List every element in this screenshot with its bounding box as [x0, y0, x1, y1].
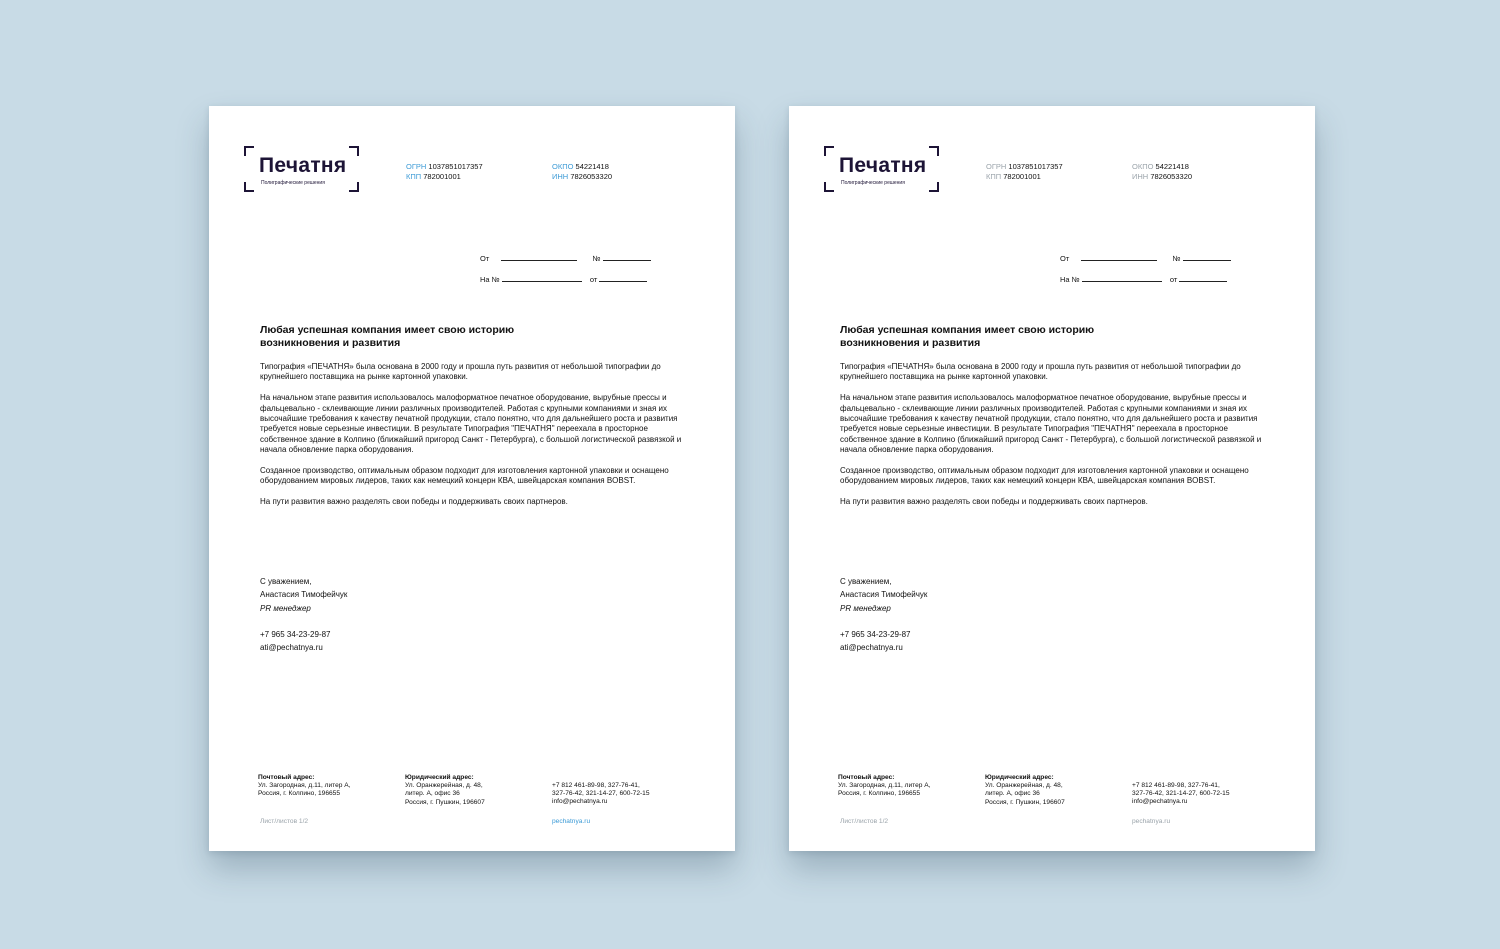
ref-blank-line	[1179, 274, 1227, 282]
company-logo	[244, 146, 359, 192]
ref-reply-label: На №	[480, 275, 500, 284]
legal-label: Юридический адрес:	[405, 774, 474, 781]
signer-name: Анастасия Тимофейчук	[840, 590, 928, 600]
logo-tagline: Полиграфические решения	[841, 180, 905, 186]
inn-label: ИНН	[1132, 172, 1149, 181]
footer-postal-address	[838, 774, 930, 799]
footer-phones: 327-76-42, 321-14-27, 600-72-15	[1132, 790, 1230, 798]
signer-email: ati@pechatnya.ru	[840, 643, 903, 653]
postal-line: Россия, г. Колпино, 196655	[258, 790, 340, 798]
logo-corner-mark	[244, 146, 254, 156]
ogrn-value: 1037851017357	[1008, 162, 1063, 171]
ogrn-value: 1037851017357	[428, 162, 483, 171]
okpo-value: 54221418	[1155, 162, 1189, 171]
requisites-okpo-inn	[1132, 162, 1192, 182]
ref-blank-line	[603, 253, 651, 261]
postal-line: Ул. Загородная, д.11, литер А,	[258, 782, 351, 790]
ref-blank-line	[502, 274, 582, 282]
letter-body	[840, 362, 1268, 518]
footer-legal-address	[985, 774, 1065, 807]
logo-tagline: Полиграфические решения	[261, 180, 325, 186]
ref-date-label: от	[1169, 275, 1178, 284]
legal-line: Ул. Оранжерейная, д. 48,	[405, 782, 483, 790]
ref-reply-row	[480, 274, 647, 284]
logo-corner-mark	[929, 146, 939, 156]
logo-corner-mark	[929, 182, 939, 192]
website-link: pechatnya.ru	[552, 818, 591, 825]
logo-corner-mark	[244, 182, 254, 192]
legal-line: литер. А, офис 36	[405, 790, 460, 798]
closing-text: С уважением,	[840, 577, 892, 586]
signer-phone: +7 965 34-23-29-87	[260, 630, 331, 639]
sheet-counter: Лист/листов 1/2	[260, 818, 309, 825]
legal-line: Ул. Оранжерейная, д. 48,	[985, 782, 1063, 790]
letter-paragraph: На начальном этапе развития использовалось малоформатное печатное оборудование, вырубные прессы и фальцевально - склеивающие линии различных производителей. Работая с крупными компаниями и зная их высочайшие требования к качеству печатной продукции, стало понятно, что для дальнейшего роста и развития требуется новые серьезные инвестиции. В результате Типография "ПЕЧАТНЯ" переехала в просторное собственное здание в Колпино (ближайший пригород Санкт - Петербурга), с большой логистической развязкой и начала обновление парка оборудования.	[840, 393, 1262, 455]
letter-title: Любая успешная компания имеет свою историю возникновения и развития	[840, 324, 1095, 349]
kpp-value: 782001001	[423, 172, 461, 181]
letter-paragraph: На начальном этапе развития использовалось малоформатное печатное оборудование, вырубные прессы и фальцевально - склеивающие линии различных производителей. Работая с крупными компаниями и зная их высочайшие требования к качеству печатной продукции, стало понятно, что для дальнейшего роста и развития требуется новые серьезные инвестиции. В результате Типография "ПЕЧАТНЯ" переехала в просторное собственное здание в Колпино (ближайший пригород Санкт - Петербурга), с большой логистической развязкой и начала обновление парка оборудования.	[260, 393, 682, 455]
logo-corner-mark	[824, 182, 834, 192]
okpo-value: 54221418	[575, 162, 609, 171]
okpo-label: ОКПО	[1132, 162, 1154, 171]
postal-line: Россия, г. Колпино, 196655	[838, 790, 920, 798]
letter-paragraph: Созданное производство, оптимальным образом подходит для изготовления картонной упаковки и оснащено оборудованием мировых лидеров, таких как немецкий концерн КВА, швейцарская компания BOBST.	[840, 466, 1249, 486]
ref-reply-row	[1060, 274, 1227, 284]
ref-blank-line	[1183, 253, 1231, 261]
signer-name: Анастасия Тимофейчук	[260, 590, 348, 600]
company-logo	[824, 146, 939, 192]
ref-from-row	[480, 253, 651, 263]
requisites-ogrn-kpp	[406, 162, 483, 182]
footer-postal-address	[258, 774, 350, 799]
letter-paragraph: Созданное производство, оптимальным образом подходит для изготовления картонной упаковки и оснащено оборудованием мировых лидеров, таких как немецкий концерн КВА, швейцарская компания BOBST.	[260, 466, 669, 486]
letterhead-sheet-color	[209, 106, 735, 851]
postal-label: Почтовый адрес:	[838, 774, 895, 781]
logo-corner-mark	[349, 146, 359, 156]
website-link: pechatnya.ru	[1132, 818, 1171, 825]
letterhead-sheet-gray	[789, 106, 1315, 851]
logo-corner-mark	[349, 182, 359, 192]
letter-paragraph: Типография «ПЕЧАТНЯ» была основана в 2000 году и прошла путь развития от небольшой типографии до крупнейшего поставщика на рынке картонной упаковки.	[840, 362, 1241, 382]
ogrn-label: ОГРН	[986, 162, 1007, 171]
inn-value: 7826053320	[1150, 172, 1193, 181]
letter-paragraph: Типография «ПЕЧАТНЯ» была основана в 2000 году и прошла путь развития от небольшой типографии до крупнейшего поставщика на рынке картонной упаковки.	[260, 362, 661, 382]
ref-from-label: От	[1060, 254, 1070, 263]
logo-corner-mark	[824, 146, 834, 156]
signature-block	[260, 575, 347, 615]
legal-line: Россия, г. Пушкин, 196607	[405, 798, 485, 806]
kpp-value: 782001001	[1003, 172, 1041, 181]
legal-line: Россия, г. Пушкин, 196607	[985, 798, 1065, 806]
footer-email: info@pechatnya.ru	[552, 798, 608, 806]
legal-label: Юридический адрес:	[985, 774, 1054, 781]
ref-blank-line	[501, 253, 577, 261]
ref-from-label: От	[480, 254, 490, 263]
ref-blank-line	[1082, 274, 1162, 282]
logo-wordmark: Печатня	[839, 154, 927, 177]
inn-value: 7826053320	[570, 172, 613, 181]
signer-phone: +7 965 34-23-29-87	[840, 630, 911, 639]
signer-contacts	[260, 628, 331, 655]
footer-phones: 327-76-42, 321-14-27, 600-72-15	[552, 790, 650, 798]
footer-contacts	[552, 782, 650, 807]
sheet-counter: Лист/листов 1/2	[840, 818, 889, 825]
requisites-ogrn-kpp	[986, 162, 1063, 182]
ref-date-label: от	[589, 275, 598, 284]
signature-block	[840, 575, 927, 615]
footer-phones: +7 812 461-89-98, 327-76-41,	[1132, 782, 1220, 789]
signer-email: ati@pechatnya.ru	[260, 643, 323, 653]
footer-contacts	[1132, 782, 1230, 807]
signer-role: PR менеджер	[260, 603, 311, 613]
ref-reply-label: На №	[1060, 275, 1080, 284]
closing-text: С уважением,	[260, 577, 312, 586]
legal-line: литер. А, офис 36	[985, 790, 1040, 798]
letter-title: Любая успешная компания имеет свою историю возникновения и развития	[260, 324, 515, 349]
letter-body	[260, 362, 688, 518]
ref-number-label: №	[592, 254, 601, 263]
ref-blank-line	[599, 274, 647, 282]
ref-from-row	[1060, 253, 1231, 263]
logo-wordmark: Печатня	[259, 154, 347, 177]
footer-legal-address	[405, 774, 485, 807]
inn-label: ИНН	[552, 172, 569, 181]
footer-phones: +7 812 461-89-98, 327-76-41,	[552, 782, 640, 789]
ogrn-label: ОГРН	[406, 162, 427, 171]
okpo-label: ОКПО	[552, 162, 574, 171]
letter-paragraph: На пути развития важно разделять свои победы и поддерживать своих партнеров.	[840, 497, 1148, 507]
requisites-okpo-inn	[552, 162, 612, 182]
signer-contacts	[840, 628, 911, 655]
footer-email: info@pechatnya.ru	[1132, 798, 1188, 806]
postal-label: Почтовый адрес:	[258, 774, 315, 781]
signer-role: PR менеджер	[840, 603, 891, 613]
kpp-label: КПП	[406, 172, 422, 181]
ref-number-label: №	[1172, 254, 1181, 263]
ref-blank-line	[1081, 253, 1157, 261]
kpp-label: КПП	[986, 172, 1002, 181]
letter-paragraph: На пути развития важно разделять свои победы и поддерживать своих партнеров.	[260, 497, 568, 507]
postal-line: Ул. Загородная, д.11, литер А,	[838, 782, 931, 790]
